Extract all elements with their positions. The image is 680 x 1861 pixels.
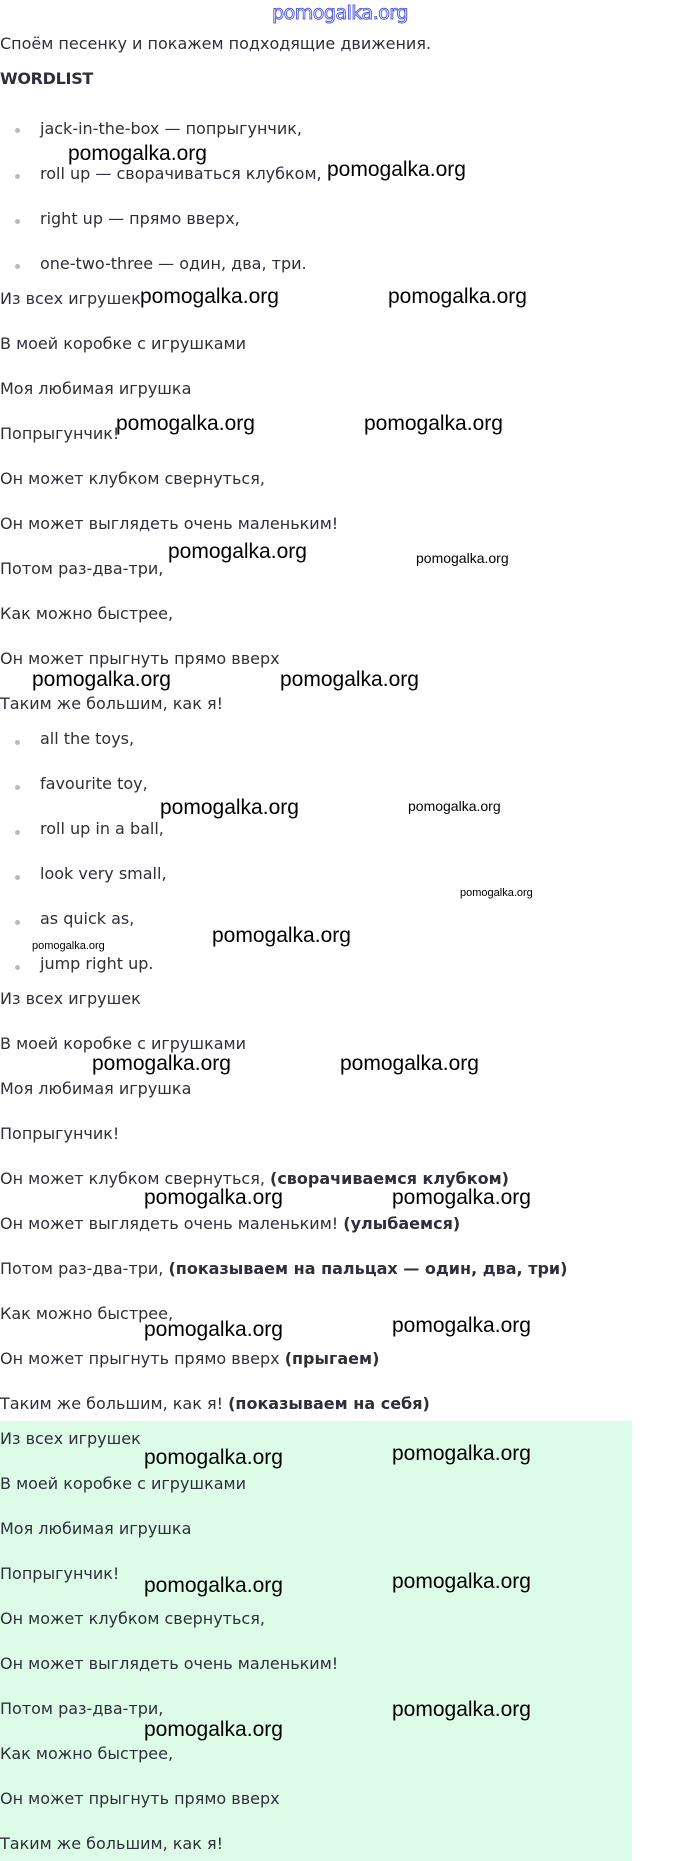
song-line: В моей коробке с игрушками xyxy=(0,334,246,353)
song-line: В моей коробке с игрушками xyxy=(0,1034,246,1053)
song-line: Попрыгунчик! xyxy=(0,424,120,443)
song-line: Он может прыгнуть прямо вверх xyxy=(0,1789,280,1808)
song-line: Таким же большим, как я! xyxy=(0,694,223,713)
bullet-icon xyxy=(15,875,20,880)
bullet-icon xyxy=(15,920,20,925)
phrase-item: look very small, xyxy=(40,864,167,883)
bullet-icon xyxy=(15,740,20,745)
site-logo: pomogalka.org xyxy=(272,2,408,24)
watermark: pomogalka.org xyxy=(140,285,279,308)
song-line: Как можно быстрее, xyxy=(0,604,174,623)
song-line: Потом раз-два-три, xyxy=(0,1699,164,1718)
phrase-item: as quick as, xyxy=(40,909,135,928)
song-line: Попрыгунчик! xyxy=(0,1564,120,1583)
bullet-icon xyxy=(15,965,20,970)
song-line: Моя любимая игрушка xyxy=(0,379,192,398)
action-hint: (показываем на пальцах — один, два, три) xyxy=(168,1259,568,1278)
bullet-icon xyxy=(15,219,20,224)
wordlist-item: jack-in-the-box — попрыгунчик, xyxy=(40,119,303,138)
watermark: pomogalka.org xyxy=(460,887,533,899)
phrase-item: favourite toy, xyxy=(40,774,148,793)
watermark: pomogalka.org xyxy=(408,798,501,814)
watermark: pomogalka.org xyxy=(392,1186,531,1209)
watermark: pomogalka.org xyxy=(388,285,527,308)
song-line: Он может выглядеть очень маленьким! xyxy=(0,514,339,533)
watermark: pomogalka.org xyxy=(392,1570,531,1593)
bullet-icon xyxy=(15,128,20,133)
watermark: pomogalka.org xyxy=(144,1446,283,1469)
watermark: pomogalka.org xyxy=(340,1052,479,1075)
wordlist-item: roll up — сворачиваться клубком, xyxy=(40,164,322,183)
watermark: pomogalka.org xyxy=(327,158,466,181)
song-line: Он может клубком свернуться, xyxy=(0,469,265,488)
phrase-item: all the toys, xyxy=(40,729,135,748)
intro-text: Споём песенку и покажем подходящие движения. xyxy=(0,34,432,53)
watermark: pomogalka.org xyxy=(68,142,207,165)
song-line: Он может прыгнуть прямо вверх xyxy=(0,649,280,668)
song-line: Моя любимая игрушка xyxy=(0,1519,192,1538)
song-line: Он может выглядеть очень маленьким! (улыбаемся) xyxy=(0,1214,461,1233)
watermark: pomogalka.org xyxy=(168,540,307,563)
action-hint: (сворачиваемся клубком) xyxy=(270,1169,509,1188)
song-line: Моя любимая игрушка xyxy=(0,1079,192,1098)
watermark: pomogalka.org xyxy=(92,1052,231,1075)
song-line: Он может выглядеть очень маленьким! xyxy=(0,1654,339,1673)
bullet-icon xyxy=(15,830,20,835)
song-line: Потом раз-два-три, xyxy=(0,559,164,578)
song-line: Как можно быстрее, xyxy=(0,1304,174,1323)
bullet-icon xyxy=(15,174,20,179)
watermark: pomogalka.org xyxy=(280,668,419,691)
wordlist-item: right up — прямо вверх, xyxy=(40,209,240,228)
action-hint: (показываем на себя) xyxy=(228,1394,430,1413)
song-line: Из всех игрушек xyxy=(0,989,141,1008)
watermark: pomogalka.org xyxy=(32,940,105,952)
phrase-item: roll up in a ball, xyxy=(40,819,164,838)
song-line: Из всех игрушек xyxy=(0,1429,141,1448)
song-line: Он может клубком свернуться, xyxy=(0,1609,265,1628)
song-line: Из всех игрушек xyxy=(0,289,141,308)
watermark: pomogalka.org xyxy=(416,550,509,566)
watermark: pomogalka.org xyxy=(144,1718,283,1741)
bullet-icon xyxy=(15,264,20,269)
wordlist-item: one-two-three — один, два, три. xyxy=(40,254,307,273)
watermark: pomogalka.org xyxy=(392,1442,531,1465)
bullet-icon xyxy=(15,785,20,790)
song-line: Он может клубком свернуться, (сворачиваемся клубком) xyxy=(0,1169,509,1188)
watermark: pomogalka.org xyxy=(144,1574,283,1597)
watermark: pomogalka.org xyxy=(212,924,351,947)
phrase-item: jump right up. xyxy=(40,954,154,973)
song-line: Как можно быстрее, xyxy=(0,1744,174,1763)
action-hint: (прыгаем) xyxy=(284,1349,380,1368)
song-line: Потом раз-два-три, (показываем на пальцах — один, два, три) xyxy=(0,1259,568,1278)
wordlist-heading: WORDLIST xyxy=(0,69,94,88)
action-hint: (улыбаемся) xyxy=(343,1214,461,1233)
song-line: В моей коробке с игрушками xyxy=(0,1474,246,1493)
watermark: pomogalka.org xyxy=(116,412,255,435)
watermark: pomogalka.org xyxy=(364,412,503,435)
song-line: Таким же большим, как я! (показываем на себя) xyxy=(0,1394,430,1413)
watermark: pomogalka.org xyxy=(144,1318,283,1341)
song-line: Он может прыгнуть прямо вверх (прыгаем) xyxy=(0,1349,380,1368)
watermark: pomogalka.org xyxy=(160,796,299,819)
watermark: pomogalka.org xyxy=(392,1314,531,1337)
song-line: Попрыгунчик! xyxy=(0,1124,120,1143)
watermark: pomogalka.org xyxy=(392,1698,531,1721)
watermark: pomogalka.org xyxy=(144,1186,283,1209)
watermark: pomogalka.org xyxy=(32,668,171,691)
song-line: Таким же большим, как я! xyxy=(0,1834,223,1853)
